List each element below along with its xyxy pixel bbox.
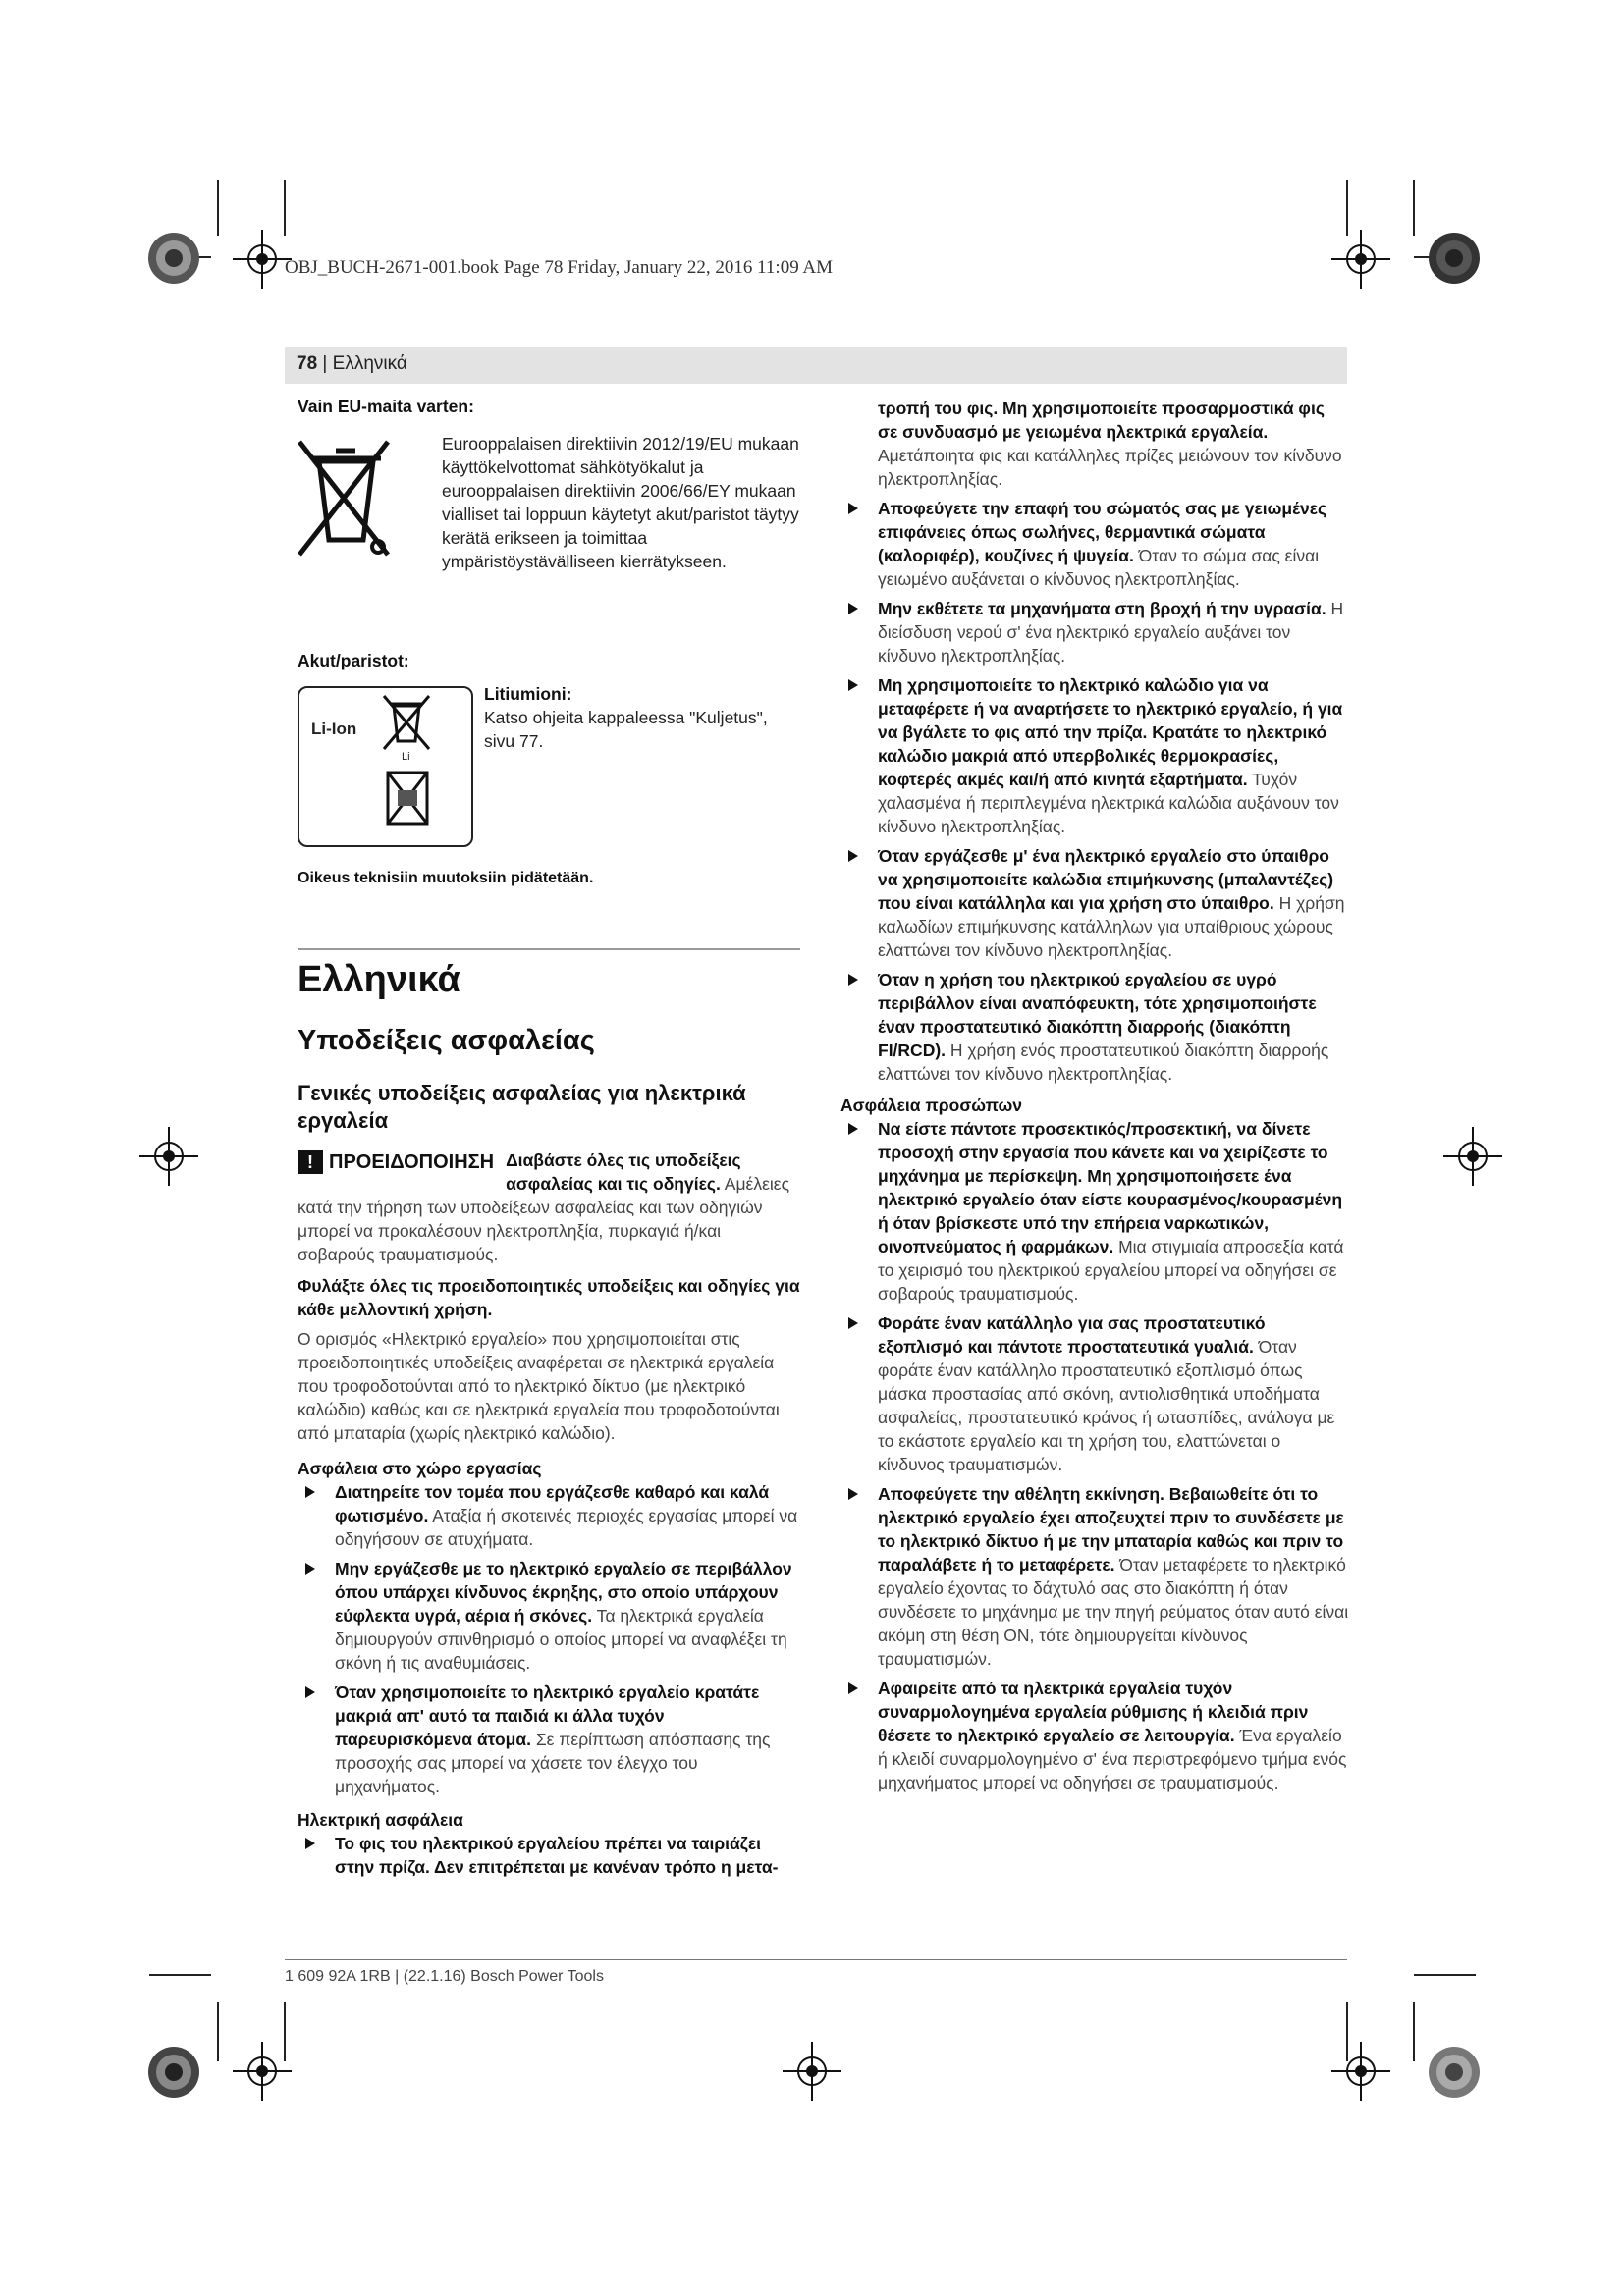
safety-title: Υποδείξεις ασφαλείας <box>298 1025 595 1056</box>
warning-badge <box>298 1150 494 1174</box>
bullet-arrow-icon <box>848 679 858 691</box>
item-text: Η χρήση ενός προστατευτικού διακόπτη διαρροής ελαττώνει τον κίνδυνο ηλεκτροπληξίας. <box>878 1041 1329 1084</box>
language-title: Ελληνικά <box>298 959 460 1000</box>
item-bold: τροπή του φις. Μη χρησιμοποιείτε προσαρμοστικά φις σε συνδυασμό με γειωμένα ηλεκτρικά εργαλεία. <box>878 399 1325 442</box>
electrical-item <box>298 1832 800 1879</box>
item-text: Μια στιγμιαία απροσεξία κατά το χειρισμό του ηλεκτρικού εργαλείου μπορεί να οδηγήσει σε σοβαρούς τραυματισμούς. <box>878 1237 1344 1304</box>
eu-directive-text: Eurooppalaisen direktiivin 2012/19/EU mukaan käyttökelvottomat sähkötyökalut ja eurooppalaisen direktiivin 2006/66/EY mukaan vialliset tai loppuun käytetyt akut/paristot täytyy kerätä erikseen ja toimittaa ympäristöystävälliseen kierrätykseen. <box>442 434 799 571</box>
term-definition: Ο ορισμός «Ηλεκτρικό εργαλείο» που χρησιμοποιείται στις προειδοποιητικές υποδείξεις αναφέρεται σε ηλεκτρικά εργαλεία που τροφοδοτούνται από το ηλεκτρικό δίκτυο (με ηλεκτρικό καλώδιο) καθώς και σε ηλεκτρικά εργαλεία που τροφοδοτούνται από μπαταρία (χωρίς ηλεκτρικό καλώδιο). <box>298 1329 780 1443</box>
running-header <box>285 347 1347 384</box>
file-slug: OBJ_BUCH-2671-001.book Page 78 Friday, January 22, 2016 11:09 AM <box>285 257 834 278</box>
page-header <box>297 353 407 375</box>
item-bold: Μην εργάζεσθε με το ηλεκτρικό εργαλείο σε περιβάλλον όπου υπάρχει κίνδυνος έκρηξης, στο οποίο υπάρχουν εύφλεκτα υγρά, αέρια ή σκόνες. <box>335 1559 792 1626</box>
warning-label: ΠΡΟΕΙΔΟΠΟΙΗΣΗ <box>329 1151 495 1173</box>
item-text: Τα ηλεκτρικά εργαλεία δημιουργούν σπινθηρισμό ο οποίος μπορεί να αναφλέξει τη σκόνη ή τις αναθυμιάσεις. <box>335 1606 787 1673</box>
registration-crosshair-icon <box>139 1127 198 1186</box>
warning-block <box>298 1148 800 1266</box>
li-symbol: Li <box>402 751 410 763</box>
left-column <box>298 395 800 418</box>
item-text: Όταν το σώμα σας είναι γειωμένο αυξάνεται ο κίνδυνος ηλεκτροπληξίας. <box>878 546 1320 589</box>
registration-crosshair-icon <box>233 2042 292 2101</box>
item-text: Όταν φοράτε έναν κατάλληλο προστατευτικό εξοπλισμό όπως μάσκα προστασίας από σκόνη, αντιολισθητικά υποδήματα ασφαλείας, προστατευτικό κράνος ή ωτασπίδες, ανάλογα με το εκάστοτε εργαλείο και τη χρήση του, ελαττώνεται ο κίνδυνος τραυματισμών. <box>878 1337 1335 1474</box>
warning-text: Αμέλειες κατά την τήρηση των υποδείξεων ασφαλείας και των οδηγιών μπορεί να προκαλέσουν ηλεκτροπληξία, πυρκαγιά ή/και σοβαρούς τραυματισμούς. <box>298 1174 789 1264</box>
general-safety-title: Γενικές υποδείξεις ασφαλείας για ηλεκτρικά εργαλεία <box>298 1081 746 1133</box>
bullet-arrow-icon <box>305 1563 315 1575</box>
electrical-item <box>840 968 1349 1086</box>
warning-bold: Διαβάστε όλες τις υποδείξεις ασφαλείας και τις οδηγίες. <box>506 1150 741 1194</box>
item-text: Αταξία ή σκοτεινές περιοχές εργασίας μπορεί να οδηγήσουν σε ατυχήματα. <box>335 1506 798 1549</box>
electrical-item <box>840 844 1349 962</box>
item-bold: Μη χρησιμοποιείτε το ηλεκτρικό καλώδιο για να μεταφέρετε ή να αναρτήσετε το ηλεκτρικό εργαλείο, ή για να βγάλετε το φις από την πρίζα. Κρατάτε το ηλεκτρικό καλώδιο μακριά από υπερβολικές θερμοκρασίες, κοφτερές ακμές και/ή από κινητά εξαρτήματα. <box>878 675 1343 789</box>
page-footer: 1 609 92A 1RB | (22.1.16) Bosch Power Tools <box>285 1968 604 1985</box>
keep-instructions: Φυλάξτε όλες τις προειδοποιητικές υποδείξεις και οδηγίες για κάθε μελλοντική χρήση. <box>298 1276 800 1319</box>
lithium-block <box>484 682 800 753</box>
bullet-arrow-icon <box>848 974 858 986</box>
bullet-arrow-icon <box>305 1686 315 1698</box>
bullet-arrow-icon <box>848 1317 858 1329</box>
item-bold: Αποφεύγετε την επαφή του σώματός σας με γειωμένες επιφάνειες όπως σωλήνες, θερμαντικά σώματα (καλοριφέρ), κουζίνες ή ψυγεία. <box>878 499 1327 565</box>
bullet-arrow-icon <box>848 503 858 514</box>
color-registration-icon <box>1428 2046 1481 2099</box>
rights-text: Oikeus teknisiin muutoksiin pidätetään. <box>298 870 594 886</box>
footer-divider <box>285 1959 1347 1960</box>
liion-label: Li-Ion <box>311 720 357 738</box>
item-bold: Διατηρείτε τον τομέα που εργάζεσθε καθαρό και καλά φωτισμένο. <box>335 1482 770 1525</box>
page-number: 78 <box>297 353 318 374</box>
registration-crosshair-icon <box>1331 230 1390 289</box>
bullet-arrow-icon <box>848 603 858 614</box>
item-bold: Όταν η χρήση του ηλεκτρικού εργαλείου σε υγρό περιβάλλον είναι αναπόφευκτη, τότε χρησιμοποιήστε έναν προστατευτικό διακόπτη διαρροής (διακόπτη FI/RCD). <box>878 970 1317 1060</box>
workplace-item <box>298 1557 800 1675</box>
color-registration-icon <box>147 232 200 285</box>
item-text: Ένα εργαλείο ή κλειδί συναρμολογημένο σ' ένα περιστρεφόμενο τμήμα ενός μηχανήματος μπορεί να οδηγήσει σε τραυματισμούς. <box>878 1726 1347 1792</box>
battery-section <box>298 649 800 672</box>
bullet-arrow-icon <box>305 1486 315 1498</box>
section-divider <box>298 948 800 950</box>
workplace-item <box>298 1681 800 1798</box>
color-registration-icon <box>1428 232 1481 285</box>
liion-symbol-box <box>298 686 473 847</box>
item-bold: Όταν χρησιμοποιείτε το ηλεκτρικό εργαλείο κρατάτε μακριά απ' αυτό τα παιδιά κι άλλα τυχόν παρευρισκόμενα άτομα. <box>335 1682 760 1749</box>
lithium-text: Katso ohjeita kappaleessa "Kuljetus", sivu 77. <box>484 708 768 751</box>
electrical-item <box>840 673 1349 838</box>
item-bold: Φοράτε έναν κατάλληλο για σας προστατευτικό εξοπλισμό και πάντοτε προστατευτικά γυαλιά. <box>878 1313 1266 1357</box>
item-bold: Όταν εργάζεσθε μ' ένα ηλεκτρικό εργαλείο στο ύπαιθρο να χρησιμοποιείτε καλώδια επιμήκυνσης (μπαλαντέζες) που είναι κατάλληλα και για χρήση στο ύπαιθρο. <box>878 846 1334 913</box>
item-text: Αμετάποιητα φις και κατάλληλες πρίζες μειώνουν τον κίνδυνο ηλεκτροπληξίας. <box>878 446 1342 489</box>
item-text: Τυχόν χαλασμένα ή περιπλεγμένα ηλεκτρικά καλώδια αυξάνουν τον κίνδυνο ηλεκτροπληξίας. <box>878 770 1339 836</box>
registration-crosshair-icon <box>1331 2042 1390 2101</box>
bullet-arrow-icon <box>848 1123 858 1135</box>
bullet-arrow-icon <box>848 1682 858 1694</box>
item-bold: Το φις του ηλεκτρικού εργαλείου πρέπει να ταιριάζει στην πρίζα. Δεν επιτρέπεται με κανέναν τρόπο η μετα- <box>335 1834 779 1877</box>
item-bold: Αποφεύγετε την αθέλητη εκκίνηση. Βεβαιωθείτε ότι το ηλεκτρικό εργαλείο έχει αποζευχτεί πριν το συνδέσετε με το ηλεκτρικό δίκτυο ή με την μπαταρία καθώς και πριν το παραλάβετε ή το μεταφέρετε. <box>878 1484 1344 1575</box>
eu-text-block <box>442 432 800 573</box>
registration-crosshair-icon <box>783 2042 841 2101</box>
item-text: Σε περίπτωση απόσπασης της προσοχής σας μπορεί να χάσετε τον έλεγχο του μηχανήματος. <box>335 1730 771 1796</box>
item-text: Η χρήση καλωδίων επιμήκυνσης κατάλληλων για υπαίθριους χώρους ελαττώνει τον κίνδυνο ηλεκτροπληξίας. <box>878 893 1345 960</box>
right-column <box>840 397 1349 1800</box>
greek-section <box>298 958 800 1885</box>
personal-item <box>840 1677 1349 1794</box>
crossed-bin-icon <box>295 437 393 564</box>
color-registration-icon <box>147 2046 200 2099</box>
bullet-arrow-icon <box>305 1838 315 1849</box>
continued-item <box>840 397 1349 491</box>
bullet-arrow-icon <box>848 850 858 862</box>
electrical-item <box>840 497 1349 591</box>
battery-heading: Akut/paristot: <box>298 651 409 670</box>
personal-item <box>840 1311 1349 1476</box>
personal-item <box>840 1117 1349 1306</box>
header-language: Ελληνικά <box>332 353 407 374</box>
battery-recycle-icon <box>384 769 431 828</box>
warning-triangle-icon: ! <box>298 1150 323 1174</box>
electrical-item <box>840 597 1349 667</box>
electrical-heading: Ηλεκτρική ασφάλεια <box>298 1810 463 1830</box>
warning-line <box>298 1148 800 1266</box>
registration-crosshair-icon <box>1443 1127 1502 1186</box>
workplace-heading: Ασφάλεια στο χώρο εργασίας <box>298 1459 542 1478</box>
item-text: Όταν μεταφέρετε το ηλεκτρικό εργαλείο έχοντας το δάχτυλό σας στο διακόπτη ή όταν συνδέσετε το μηχάνημα με την πηγή ρεύματος όταν αυτό είναι ακόμη στη θέση ON, τότε δημιουργείται κίνδυνος τραυματισμών. <box>878 1555 1349 1669</box>
item-text: Η διείσδυση νερού σ' ένα ηλεκτρικό εργαλείο αυξάνει τον κίνδυνο ηλεκτροπληξίας. <box>878 599 1344 666</box>
header-separator: | <box>317 353 333 374</box>
registration-crosshair-icon <box>233 230 292 289</box>
workplace-item <box>298 1480 800 1551</box>
lithium-heading: Litiumioni: <box>484 684 572 704</box>
eu-heading: Vain EU-maita varten: <box>298 397 474 416</box>
item-bold: Αφαιρείτε από τα ηλεκτρικά εργαλεία τυχόν συναρμολογημένα εργαλεία ρύθμισης ή κλειδιά πριν θέσετε το ηλεκτρικό εργαλείο σε λειτουργία. <box>878 1679 1309 1745</box>
item-bold: Να είστε πάντοτε προσεκτικός/προσεκτική, να δίνετε προσοχή στην εργασία που κάνετε και να χειρίζεστε το μηχάνημα με περίσκεψη. Μη χρησιμοποιήσετε ένα ηλεκτρικό εργαλείο όταν είστε κουρασμένος/κουρασμένη ή όταν βρίσκεστε υπό την επήρεια ναρκωτικών, οινοπνεύματος ή φαρμάκων. <box>878 1119 1343 1256</box>
battery-bin-icon <box>382 694 431 753</box>
rights-note <box>298 867 800 890</box>
item-bold: Μην εκθέτετε τα μηχανήματα στη βροχή ή την υγρασία. <box>878 599 1326 618</box>
personal-item <box>840 1482 1349 1671</box>
personal-heading: Ασφάλεια προσώπων <box>840 1095 1023 1115</box>
bullet-arrow-icon <box>848 1488 858 1500</box>
